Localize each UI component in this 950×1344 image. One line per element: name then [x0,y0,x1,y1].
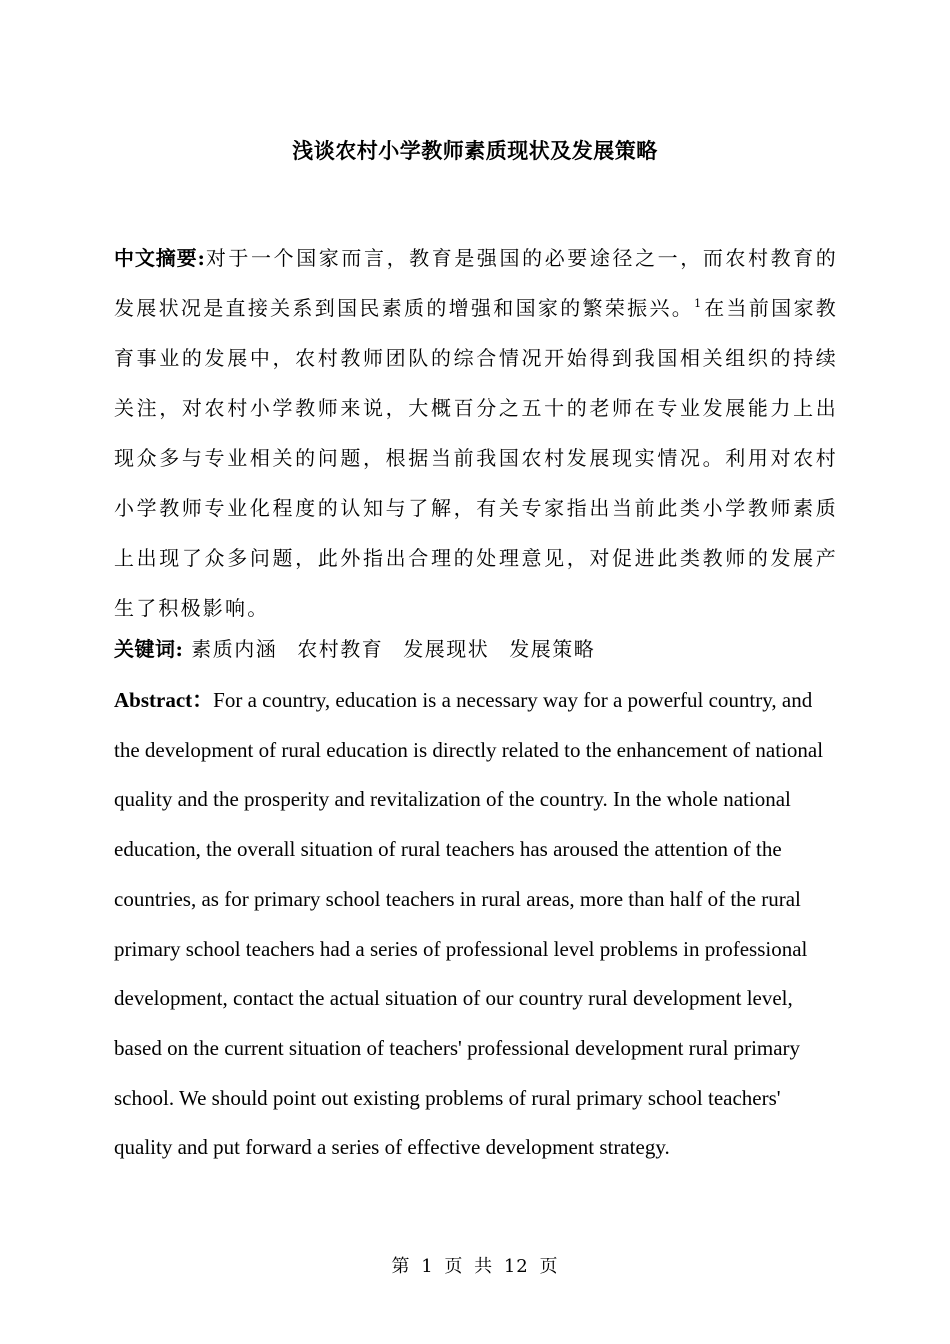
document-title: 浅谈农村小学教师素质现状及发展策略 [292,138,658,163]
footnote-marker[interactable]: 1 [694,297,702,311]
chinese-abstract [114,233,838,633]
chinese-abstract-text-part1: 对于一个国家而言，教育是强国的必要途径之一，而农村教育的发展状况是直接关系到国民素质的增强和国家的繁荣振兴。 [114,246,838,320]
keyword-item: 素质内涵 [191,637,278,661]
keyword-item: 发展现状 [403,637,490,661]
page-footer: 第 1 页 共 12 页 [391,1256,559,1277]
chinese-abstract-label: 中文摘要: [114,246,206,270]
english-abstract-label: Abstract： [114,688,214,712]
keywords [114,633,838,665]
keyword-item: 发展策略 [509,637,596,661]
chinese-abstract-text-part2: 在当前国家教育事业的发展中，农村教师团队的综合情况开始得到我国相关组织的持续关注，对农村小学教师来说，大概百分之五十的老师在专业发展能力上出现众多与专业相关的问题，根据当前我国农村发展现实情况。利用对农村小学教师专业化程度的认知与了解，有关专家指出当前此类小学教师素质上出现了众多问题，此外指出合理的处理意见，对促进此类教师的发展产生了积极影响。 [114,296,838,620]
keywords-label: 关键词: [114,637,184,661]
english-abstract-text: For a country, education is a necessary way for a powerful country, and the development of rural education is directly related to the enhancement of national quality and the prosperity and revitalization of the country. In the whole national education, the overall situation of rural teachers has aroused the attention of the countries, as for primary school teachers in rural areas, more than half of the rural primary school teachers had a series of professional level problems in professional development, contact the actual situation of our country rural development level, based on the current situation of teachers' professional development rural primary school. We should point out existing problems of rural primary school teachers' quality and put forward a series of effective development strategy. [114,688,824,1160]
english-abstract [114,676,836,1173]
keyword-item: 农村教育 [297,637,384,661]
